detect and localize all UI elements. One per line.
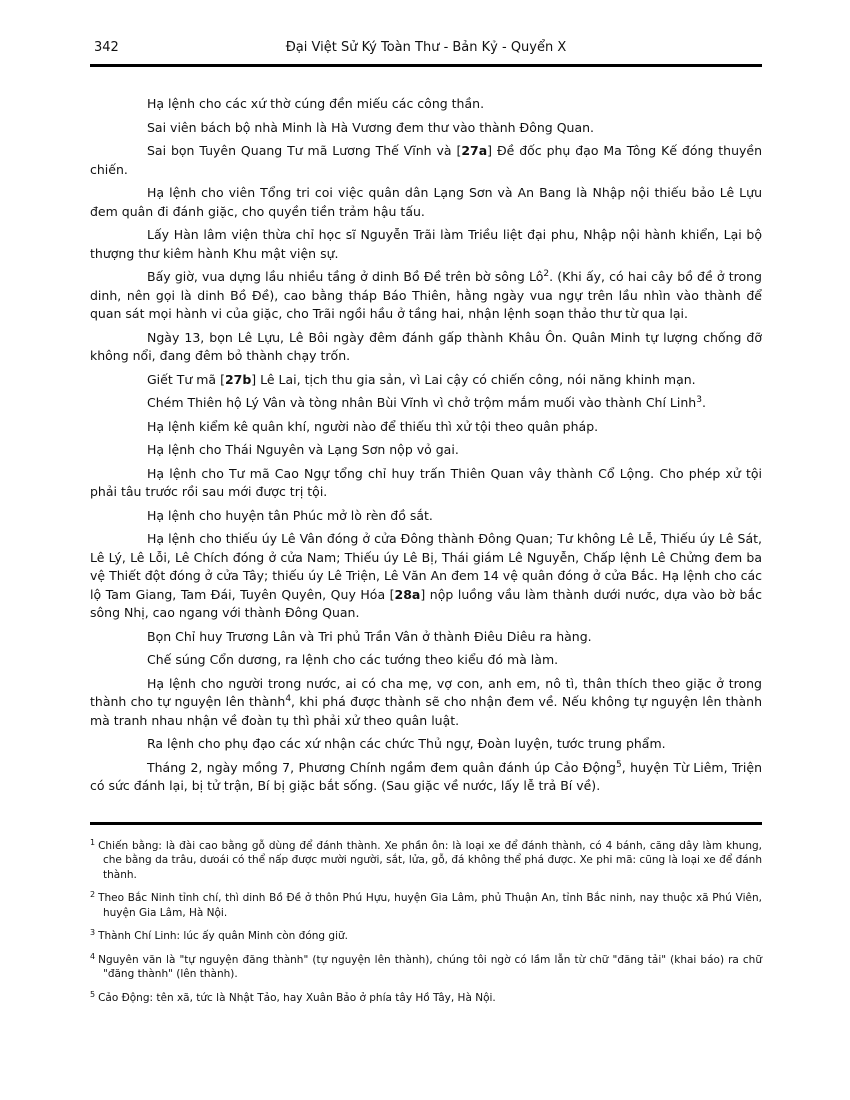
text-run: . xyxy=(701,395,706,410)
footnote-text: Cảo Động: tên xã, tức là Nhật Tảo, hay Xuân Bảo ở phía tây Hồ Tây, Hà Nội. xyxy=(98,991,496,1004)
footnote-text: Nguyên văn là "tự nguyện đăng thành" (tự nguyện lên thành), chúng tôi ngờ có lầm lẫn từ chữ "đăng tải" (khai báo) ra chữ "đăng thành" (lên thành). xyxy=(98,953,762,980)
footnotes-section xyxy=(90,839,762,1006)
text-run: Ngày 13, bọn Lê Lựu, Lê Bôi ngày đêm đánh gấp thành Khâu Ôn. Quân Minh tự lượng chống đỡ không nổi, đang đêm bỏ thành chạy trốn. xyxy=(90,329,762,363)
page-header xyxy=(90,40,762,60)
footnote-reference: 3 xyxy=(696,395,702,405)
page-number: 342 xyxy=(94,40,119,55)
folio-marker: 28a xyxy=(394,586,421,602)
text-run: Bọn Chỉ huy Trương Lân và Tri phủ Trần Vân ở thành Điêu Diêu ra hàng. xyxy=(147,628,592,644)
text-run: Lấy Hàn lâm viện thừa chỉ học sĩ Nguyễn Trãi làm Triều liệt đại phu, Nhập nội hành khiển, Lại bộ thượng thư kiêm hành Khu mật viện sự. xyxy=(90,227,762,261)
text-run: Hạ lệnh cho Tư mã Cao Ngự tổng chỉ huy trấn Thiên Quan vây thành Cổ Lộng. Cho phép xử tội phải tâu trước rồi sau mới được trị tội. xyxy=(90,465,762,499)
footnote-number: 1 xyxy=(90,837,96,847)
body-text xyxy=(90,95,762,796)
paragraph xyxy=(90,394,762,413)
text-run: Hạ lệnh cho huyện tân Phúc mở lò rèn đồ sắt. xyxy=(147,507,433,523)
text-run: Chế súng Cổn dương, ra lệnh cho các tướng theo kiểu đó mà làm. xyxy=(147,652,559,667)
footnote-number: 5 xyxy=(90,989,96,999)
footnote-text: Thành Chí Linh: lúc ấy quân Minh còn đóng giữ. xyxy=(98,930,348,942)
footnote-reference: 4 xyxy=(285,694,292,704)
footnote-number: 3 xyxy=(90,928,96,937)
text-run: Hạ lệnh cho viên Tổng tri coi việc quân dân Lạng Sơn và An Bang là Nhập nội thiếu bảo Lê Lựu đem quân đi đánh giặc, cho quyền tiền trảm hậu tấu. xyxy=(90,185,762,219)
text-run: ] Đề đốc phụ đạo Ma Tông Kế đóng thuyền chiến. xyxy=(90,143,762,177)
paragraph xyxy=(90,329,762,366)
text-run: ] Lê Lai, tịch thu gia sản, vì Lai cậy có chiến công, nói năng khinh mạn. xyxy=(251,371,696,387)
footnote-item xyxy=(90,839,762,883)
paragraph xyxy=(90,735,762,754)
footnote-text: Chiến bằng: là đài cao bằng gỗ dùng để đánh thành. Xe phần ôn: là loại xe để đánh thành, có 4 bánh, căng dây làm khung, che bằng da trâu, dưoái có thể nấp được mười người, sắt, lửa, gỗ, đá không thể phá được. Xe phi mã: cũng là loại xe để đánh thành. xyxy=(98,839,762,881)
text-run: Hạ lệnh cho thiếu úy Lê Vân đóng ở cửa Đông thành Đông Quan; Tư không Lê Lễ, Thiếu úy Lê Sát, Lê Lý, Lê Lỗi, Lê Chích đóng ở cửa Nam; Thiếu úy Lê Bị, Thái giám Lê Nguyễn, Chấp lệnh Lê Chửng đem ba vệ Thiết đột đóng ở cửa Tây; thiếu úy Lê Triện, Lê Văn An đem 14 vệ quân đóng ở cửa Bắc. Hạ lệnh cho các lộ Tam Giang, Tam Đái, Tuyên Quyên, Quy Hóa [ xyxy=(90,531,762,602)
text-run: Hạ lệnh kiểm kê quân khí, người nào để thiếu thì xử tội theo quân pháp. xyxy=(147,418,599,434)
footnote-number: 4 xyxy=(90,951,96,961)
text-run: Bấy giờ, vua dựng lầu nhiều tầng ở dinh Bồ Đề trên bờ sông Lô xyxy=(147,269,544,284)
footnote-text: Theo Bắc Ninh tỉnh chí, thì dinh Bồ Đề ở thôn Phú Hựu, huyện Gia Lâm, phủ Thuận An, tỉnh Bắc ninh, nay thuộc xã Phú Viên, huyện Gia Lâm, Hà Nội. xyxy=(98,892,762,919)
paragraph xyxy=(90,119,762,138)
footnote-separator-rule xyxy=(90,822,762,825)
text-run: . (Khi ấy, có hai cây bồ đề ở trong dinh, nên gọi là dinh Bồ Đề), cao bằng tháp Báo Thiên, hằng ngày vua ngự trên lầu nhìn vào thành để quan sát mọi hành vi của giặc, cho Trãi ngồi hầu ở tầng hai, nhận lệnh soạn thảo thư từ qua lại. xyxy=(90,269,762,321)
text-run: Sai bọn Tuyên Quang Tư mã Lương Thế Vĩnh và [ xyxy=(147,143,462,158)
paragraph xyxy=(90,507,762,526)
text-run: Tháng 2, ngày mồng 7, Phương Chính ngầm đem quân đánh úp Cảo Động xyxy=(147,759,616,775)
paragraph xyxy=(90,226,762,263)
footnote-reference: 5 xyxy=(615,759,622,770)
paragraph xyxy=(90,418,762,437)
folio-marker: 27b xyxy=(224,371,252,387)
text-run: Ra lệnh cho phụ đạo các xứ nhận các chức Thủ ngự, Đoàn luyện, tước trung phẩm. xyxy=(147,736,666,751)
paragraph xyxy=(90,371,762,390)
paragraph xyxy=(90,530,762,623)
text-run: , huyện Từ Liêm, Triện có sức đánh lại, bị tử trận, Bí bị giặc bắt sống. (Sau giặc về nước, lấy lễ trả Bí về). xyxy=(90,759,762,793)
folio-marker: 27a xyxy=(461,143,488,158)
paragraph xyxy=(90,651,762,670)
text-run: Chém Thiên hộ Lý Vân và tòng nhân Bùi Vĩnh vì chở trộm mắm muối vào thành Chí Linh xyxy=(147,395,697,410)
paragraph xyxy=(90,268,762,324)
paragraph xyxy=(90,759,762,796)
paragraph xyxy=(90,184,762,221)
paragraph xyxy=(90,628,762,647)
paragraph xyxy=(90,441,762,460)
text-run: Sai viên bách bộ nhà Minh là Hà Vương đem thư vào thành Đông Quan. xyxy=(147,119,595,135)
footnote-number: 2 xyxy=(90,890,96,899)
paragraph xyxy=(90,95,762,114)
text-run: Hạ lệnh cho các xứ thờ cúng đền miếu các công thần. xyxy=(147,96,485,111)
footnote-item xyxy=(90,891,762,920)
text-run: Hạ lệnh cho Thái Nguyên và Lạng Sơn nộp vỏ gai. xyxy=(147,442,459,457)
paragraph xyxy=(90,675,762,731)
running-title: Đại Việt Sử Ký Toàn Thư - Bản Kỷ - Quyển X xyxy=(285,40,567,55)
text-run: Giết Tư mã [ xyxy=(147,371,225,387)
text-run: Hạ lệnh cho người trong nước, ai có cha mẹ, vợ con, anh em, nô tì, thân thích theo giặc ở trong thành cho tự nguyện lên thành xyxy=(90,675,762,709)
text-run: , khi phá được thành sẽ cho nhận đem về. Nếu không tự nguyện lên thành mà tranh nhau nhận về đoàn tụ thì phải xử theo quân luật. xyxy=(90,694,762,728)
text-run: ] nộp luồng vầu làm thành dưới nước, dựa vào bờ bắc sông Nhị, cao ngang với thành Đông Quan. xyxy=(90,586,762,620)
footnote-reference: 2 xyxy=(543,269,550,279)
paragraph xyxy=(90,142,762,179)
footnote-item xyxy=(90,991,762,1006)
footnote-item xyxy=(90,929,762,944)
header-rule xyxy=(90,64,762,67)
paragraph xyxy=(90,465,762,502)
footnote-item xyxy=(90,953,762,982)
